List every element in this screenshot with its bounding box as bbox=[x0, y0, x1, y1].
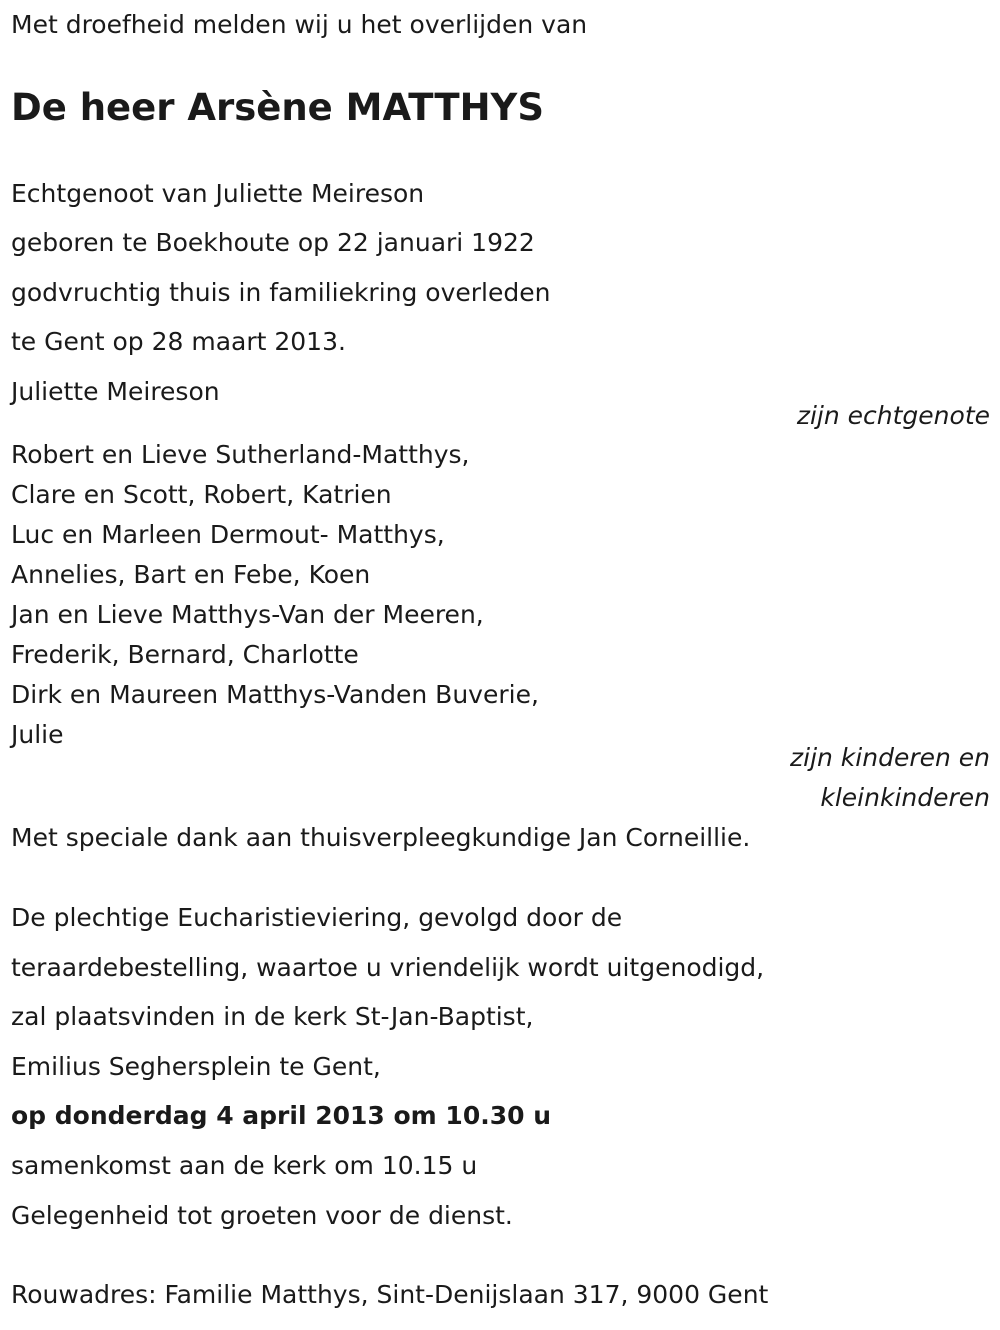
bio-line-birth: geboren te Boekhoute op 22 januari 1922 bbox=[11, 228, 535, 257]
ceremony-line-2: teraardebestelling, waartoe u vriendelijk wordt uitgenodigd, bbox=[11, 953, 765, 982]
bio-line-place: te Gent op 28 maart 2013. bbox=[11, 327, 346, 356]
list-item: Jan en Lieve Matthys-Van der Meeren, bbox=[11, 600, 484, 629]
list-item: Luc en Marleen Dermout- Matthys, bbox=[11, 520, 445, 549]
ceremony-line-1: De plechtige Eucharistieviering, gevolgd door de bbox=[11, 903, 623, 932]
children-role-line1: zijn kinderen en bbox=[790, 743, 990, 772]
intro-text: Met droefheid melden wij u het overlijden van bbox=[11, 10, 588, 39]
list-item: Robert en Lieve Sutherland-Matthys, bbox=[11, 440, 470, 469]
list-item: Annelies, Bart en Febe, Koen bbox=[11, 560, 371, 589]
mourning-address: Rouwadres: Familie Matthys, Sint-Denijslaan 317, 9000 Gent bbox=[11, 1280, 769, 1309]
bio-line-death: godvruchtig thuis in familiekring overleden bbox=[11, 278, 551, 307]
children-role-line2: kleinkinderen bbox=[820, 783, 990, 812]
ceremony-date: op donderdag 4 april 2013 om 10.30 u bbox=[11, 1101, 552, 1130]
list-item: Clare en Scott, Robert, Katrien bbox=[11, 480, 392, 509]
thanks-text: Met speciale dank aan thuisverpleegkundige Jan Corneillie. bbox=[11, 823, 751, 852]
greeting-text: Gelegenheid tot groeten voor de dienst. bbox=[11, 1201, 513, 1230]
ceremony-line-4: Emilius Seghersplein te Gent, bbox=[11, 1052, 381, 1081]
list-item: Julie bbox=[11, 720, 64, 749]
bio-line-spouse: Echtgenoot van Juliette Meireson bbox=[11, 179, 425, 208]
deceased-name: De heer Arsène MATTHYS bbox=[11, 86, 544, 129]
gathering-text: samenkomst aan de kerk om 10.15 u bbox=[11, 1151, 478, 1180]
list-item: Frederik, Bernard, Charlotte bbox=[11, 640, 359, 669]
ceremony-line-3: zal plaatsvinden in de kerk St-Jan-Baptist, bbox=[11, 1002, 534, 1031]
list-item: Dirk en Maureen Matthys-Vanden Buverie, bbox=[11, 680, 539, 709]
spouse-role: zijn echtgenote bbox=[796, 401, 990, 430]
spouse-name: Juliette Meireson bbox=[11, 377, 220, 406]
